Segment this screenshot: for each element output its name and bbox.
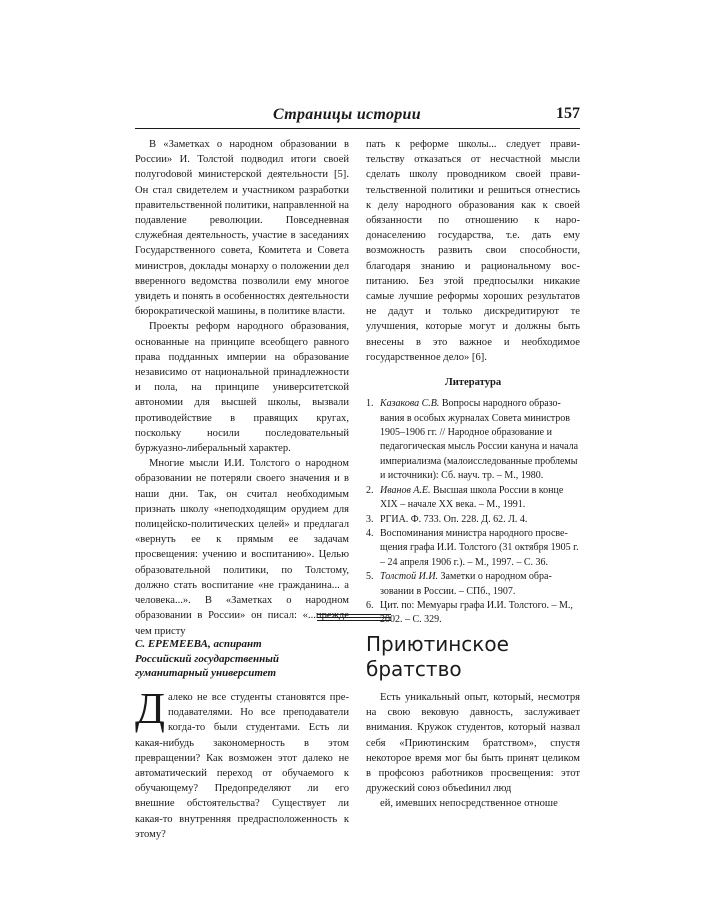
author-line: гуманитарный университет [135, 667, 277, 679]
paragraph: В «Заметках о народном образовании в России» И. Толстой подводил итоги своей полугоdовой министерской деятельности [5]. Он стал свидетелем и участником разработки правительственной политики, направленной на подавление революции. Повседневная служебная деятельность, участие в заседаниях Государственного совета, Комитета и Совета министров, доклады монарху о положении дел вверенного ведомства позволили ему многое увидеть и понять в особенностях деятельности бюрократической машины, в политике власти. [135, 139, 349, 318]
section-title: Страницы истории [273, 106, 421, 123]
literature-item: 4. Воспоминания министра народного просвещения графа И.И. Толстого (31 октября 1905 г. – 24 апреля 1906 г.). – М., 1997. – С. 36. [366, 527, 579, 568]
article-intro [135, 684, 349, 842]
literature-list [366, 397, 580, 628]
article-body [366, 690, 580, 812]
running-header [135, 106, 580, 128]
literature-item: 2. Иванов А.Е. Высшая школа России в конце XIX – начале XX века. – М., 1991. [366, 484, 564, 511]
paragraph: Многие мысли И.И. Толстого о народном образовании не потеряли своего значения и в наши дни. Так, он считал необходимым признать школу «неподходящим орудием для полицейско-политических целей» и предлагал «вернуть ее к прямым ее задачам просвещения: учению и воспитанию». Целью образовательной политики, по Толстому, должно стать воспитание «не гражданина... а человека...». В «Заметках о народном образовании в России» он писал: «...прежде чем присту [135, 458, 349, 637]
author-line: С. ЕРЕМЕЕВА, аспирант [135, 638, 262, 650]
article-title: Приютинское братство [366, 632, 509, 681]
literature-item: 5. Толстой И.И. Заметки о народном образовании в России. – СПб., 1907. [366, 571, 552, 597]
page-number: 157 [556, 105, 580, 122]
paragraph-continuation: пать к реформе школы... следует правительству отказаться от несчастной мысли сделать школу проводником своей правительственной политики и решиться отнестись к делу народного образования как к своей обязанности по отношению к народонаселению государства, т.е. дать ему возможность развить свои способности, благодаря знанию и рациональному воспитанию. Без этой предпосылки никакие самые лучшие реформы хороших результатов не дадут и только дискредитируют те улучшения, которые могут и должны быть внесены в это важное и необходимое государственное дело» [6]. [366, 139, 580, 363]
paragraph: Есть уникальный опыт, который, несмотря на свою вековую давность, заслуживает внимания. Кружок студентов, который назвал себя «Приютинским братством», спустя некоторое время мог бы быть принят целиком в профсоюз работников просвещения: этот дружеский союз объеdинил люд [366, 692, 580, 795]
literature-item: 3. РГИА. Ф. 733. Оп. 228. Д. 62. Л. 4. [366, 513, 528, 525]
left-text-column [135, 137, 349, 639]
literature-item: 1. Казакова С.В. Вопросы народного образования в особых журналах Совета министров 1905–1906 гг. // Народное образование и педагогическая мысль России кануна и начала империализма (малоисследованные проблемы и источники): Сб. науч. тр. – М., 1980. [366, 398, 579, 482]
header-rule [135, 128, 580, 129]
author-byline [135, 637, 349, 681]
drop-cap: Д [135, 684, 166, 733]
intro-text: алеко не все студенты становятся преподавателями. Но все преподаватели когда-то были студентами. Есть ли какая-нибудь закономерность в этом превращении? Как возможен этот далеко не автоматический переход от обучаемого к обучающему? Предопределяют ли его внешние обстоятельства? Существует ли какая-то внутренняя предрасположенность к этому? [135, 692, 349, 840]
right-text-column [366, 137, 580, 628]
paragraph: Проекты реформ народного образования, основанные на принципе всеобщего равного права подданных империи на образование независимо от национальной принадлежности и пола, на принципе университетской автономии для высшей школы, вызвали противодействие в правящих кругах, поскольку носили последовательный буржуазно-либеральный характер. [135, 321, 349, 455]
section-divider [317, 614, 391, 622]
literature-item: 6. Цит. по: Мемуары графа И.И. Толстого. – М., 2002. – С. 329. [366, 599, 573, 626]
paragraph: ей, имевших непосредственное отноше [380, 798, 558, 810]
literature-heading: Литература [444, 377, 502, 389]
author-line: Российский государственный [135, 652, 280, 665]
